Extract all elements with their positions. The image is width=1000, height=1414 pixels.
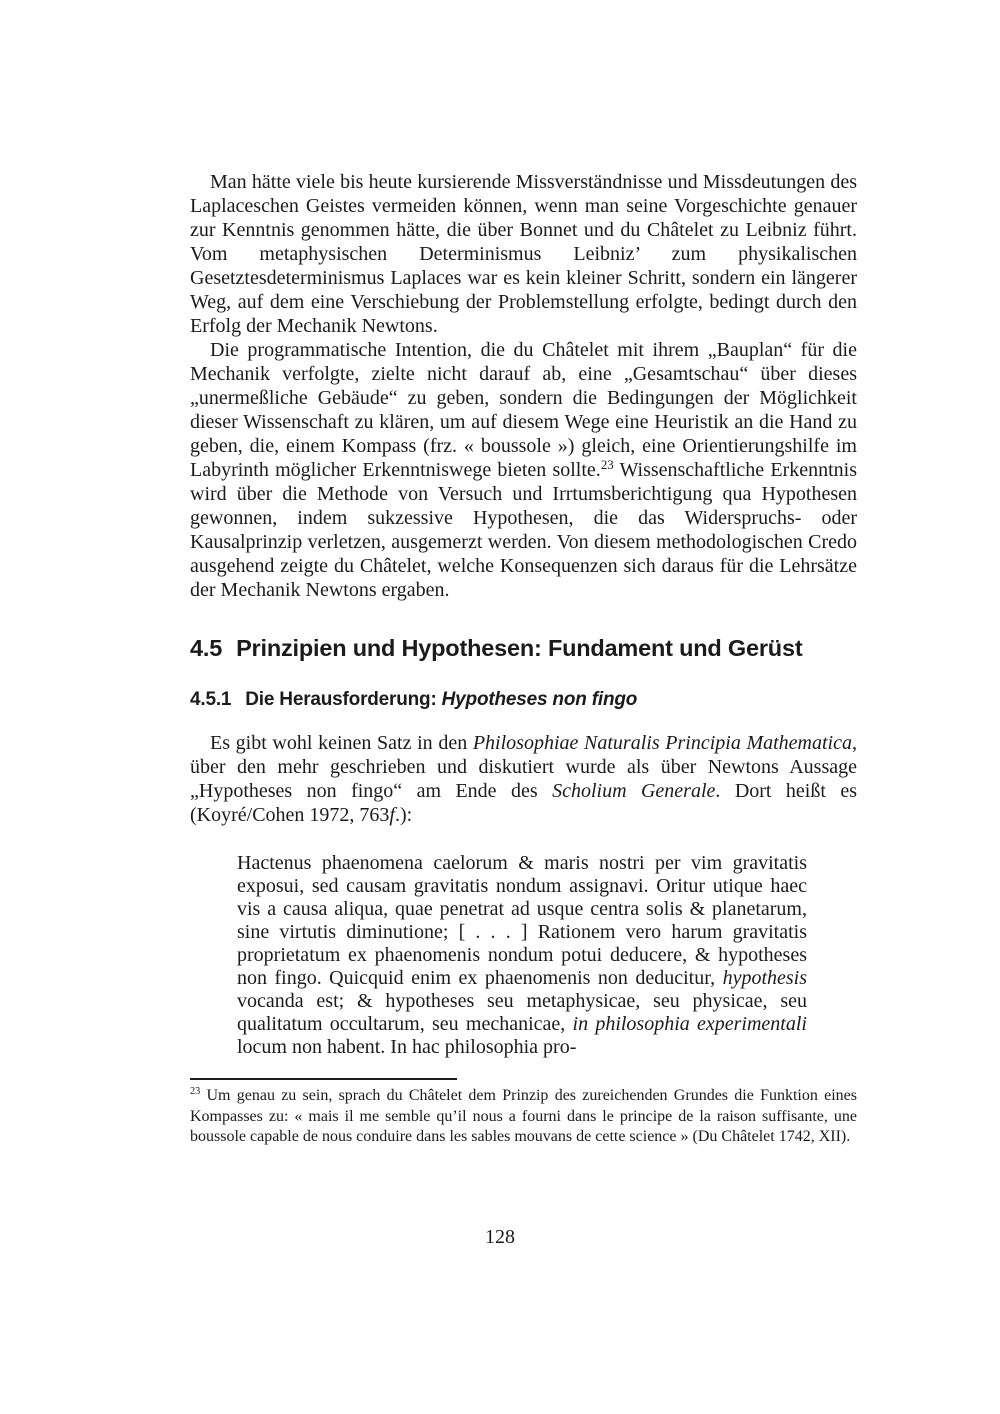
page-number: 128: [485, 1226, 515, 1248]
footnote-separator-rule: [190, 1078, 457, 1080]
subsection-heading: [190, 688, 857, 711]
latin-block-quote: Hactenus phaenomena caelorum & maris nostri per vim gravitatis exposui, sed causam gravitatis nondum assignavi. Oritur utique haec vis a causa aliqua, quae penetrat ad usque centra solis & planetarum, sine virtutis diminutione; [ . . . ] Rationem vero harum gravitatis proprietatum ex phaenomenis nondum potui deducere, & hypotheses non fingo. Quicquid enim ex phaenomenis non deducitur, hypothesis vocanda est; & hypotheses seu metaphysicae, seu physicae, seu qualitatum occultarum, seu mechanicae, in philosophia experimentali locum non habent. In hac philosophia pro-: [237, 852, 807, 1058]
section-heading: [190, 634, 857, 662]
section-number: 4.5: [190, 635, 223, 661]
subsection-title: Die Herausforderung: Hypotheses non fingo: [245, 689, 638, 710]
section-title: Prinzipien und Hypothesen: Fundament und Gerüst: [236, 635, 803, 661]
footnote-marker: 23: [190, 1086, 201, 1098]
paragraph-programmatic-intention: Die programmatische Intention, die du Châtelet mit ihrem „Bauplan“ für die Mechanik verfolgte, zielte nicht darauf ab, eine „Gesamtschau“ über dieses „unermeßliche Gebäude“ zu geben, sondern die Bedingungen der Möglichkeit dieser Wissenschaft zu klären, um auf diesem Wege eine Heuristik an die Hand zu geben, die, einem Kompass (frz. « boussole ») gleich, eine Orientierungshilfe im Labyrinth möglicher Erkenntniswege bieten sollte.$^{23}$ Wissenschaftliche Erkenntnis wird über die Methode von Versuch und Irrtumsberichtigung qua Hypothesen gewonnen, indem sukzessive Hypothesen, die das Widerspruchs- oder Kausalprinzip verletzen, ausgemerzt werden. Von diesem methodologischen Credo ausgehend zeigte du Châtelet, welche Konsequenzen sich daraus für die Lehrsätze der Mechanik Newtons ergaben.: [190, 339, 857, 601]
subsection-number: 4.5.1: [190, 689, 232, 710]
footnote-23: [190, 1086, 857, 1148]
paragraph-hypotheses-non-fingo: Es gibt wohl keinen Satz in den Philosophiae Naturalis Principia Mathematica, über den mehr geschrieben und diskutiert wurde als über Newtons Aussage „Hypotheses non fingo“ am Ende des Scholium Generale. Dort heißt es (Koyré/Cohen 1972, 763f.):: [190, 732, 858, 826]
footnote-area: [190, 1086, 857, 1148]
paragraph-intro-laplace: Man hätte viele bis heute kursierende Missverständnisse und Missdeutungen des Laplaceschen Geistes vermeiden können, wenn man seine Vorgeschichte genauer zur Kenntnis genommen hätte, die über Bonnet und du Châtelet zu Leibniz führt. Vom metaphysischen Determinismus Leibniz’ zum physikalischen Gesetztesdeterminismus Laplaces war es kein kleiner Schritt, sondern ein längerer Weg, auf dem eine Verschiebung der Problemstellung erfolgte, bedingt durch den Erfolg der Mechanik Newtons.: [190, 171, 857, 337]
footnote-text: Um genau zu sein, sprach du Châtelet dem Prinzip des zureichenden Grundes die Funktion eines Kompasses zu: « mais il me semble qu’il nous a fourni dans le principe de la raison suffisante, une boussole capable de nous conduire dans les sables mouvans de cette science » (Du Châtelet 1742, XII).: [190, 1087, 857, 1145]
text-block: [190, 170, 857, 1059]
